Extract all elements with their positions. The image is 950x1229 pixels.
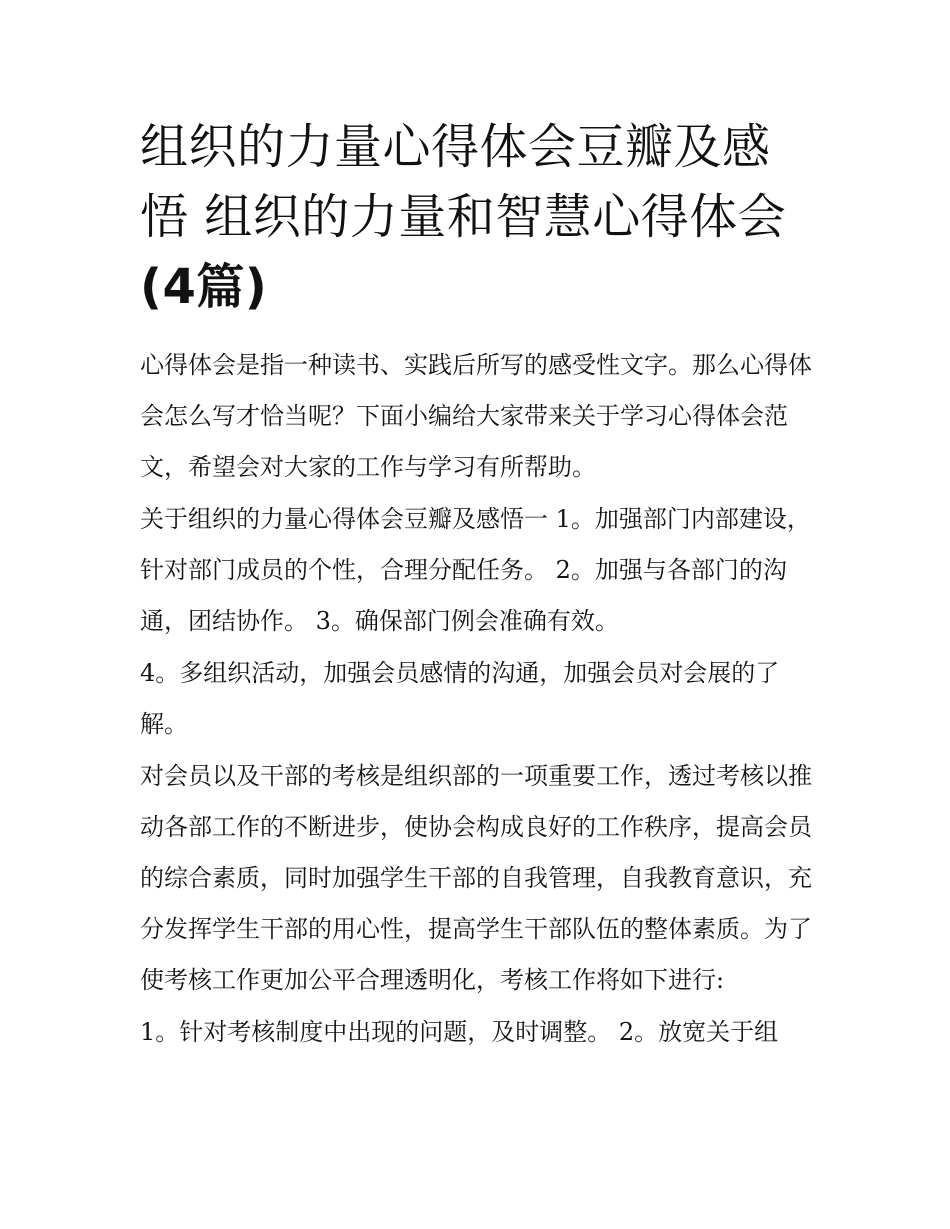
document-content bbox=[140, 112, 812, 1059]
section-one-paragraph: 关于组织的力量心得体会豆瓣及感悟一 1。加强部门内部建设，针对部门成员的个性，合理分配任务。 2。加强与各部门的沟通，团结协作。 3。确保部门例会准确有效。 bbox=[140, 505, 811, 635]
assessment-steps-paragraph: 1。针对考核制度中出现的问题，及时调整。 2。放宽关于组 bbox=[140, 1018, 779, 1046]
assessment-paragraph: 对会员以及干部的考核是组织部的一项重要工作，透过考核以推动各部工作的不断进步，使协会构成良好的工作秩序，提高会员的综合素质，同时加强学生干部的自我管理，自我教育意识，充分发挥学生干部的用心性，提高学生干部队伍的整体素质。为了使考核工作更加公平合理透明化，考核工作将如下进行: bbox=[140, 762, 812, 994]
item-four-paragraph: 4。多组织活动，加强会员感情的沟通，加强会员对会展的了解。 bbox=[140, 659, 780, 738]
intro-paragraph: 心得体会是指一种读书、实践后所写的感受性文字。那么心得体会怎么写才恰当呢？下面小编给大家带来关于学习心得体会范文，希望会对大家的工作与学习有所帮助。 bbox=[140, 351, 812, 481]
document-title bbox=[140, 112, 812, 322]
document-title-main: 组织的力量心得体会豆瓣及感悟 组织的力量和智慧心得体会 bbox=[140, 119, 787, 245]
document-title-suffix: (4篇) bbox=[140, 259, 268, 315]
